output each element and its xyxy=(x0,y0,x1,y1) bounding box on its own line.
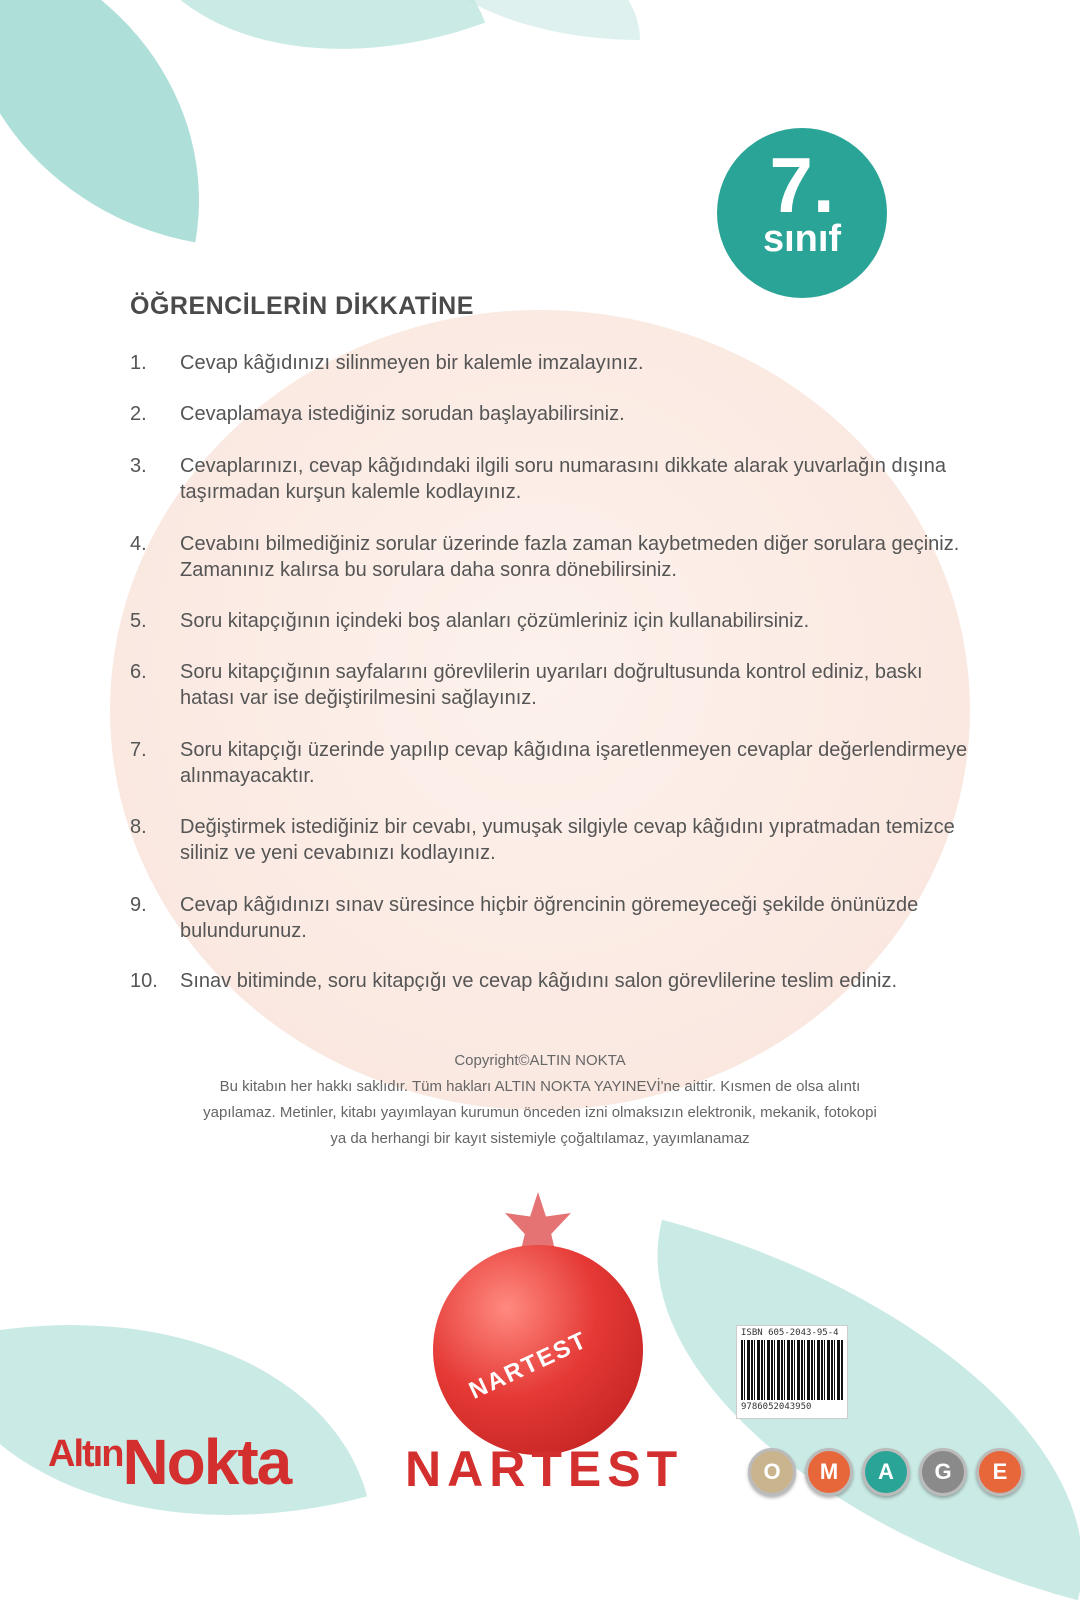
grade-badge xyxy=(717,128,887,298)
item-text: Cevaplamaya istediğiniz sorudan başlayabilirsiniz. xyxy=(180,403,625,425)
item-number: 4. xyxy=(130,533,147,555)
isbn-label: ISBN 605-2043-95-4 xyxy=(741,1328,839,1338)
altin-nokta-logo xyxy=(48,1425,290,1499)
nartest-logo: NARTEST xyxy=(405,1441,684,1497)
barcode-number: 9786052043950 xyxy=(741,1402,812,1412)
item-number: 10. xyxy=(130,970,158,992)
decor-leaf xyxy=(135,0,485,125)
isbn-barcode xyxy=(736,1325,848,1419)
grade-label: sınıf xyxy=(762,218,842,260)
logo-altin: Altın xyxy=(48,1433,123,1475)
item-number: 8. xyxy=(130,816,147,838)
list-item xyxy=(130,608,970,634)
item-text: Değiştirmek istediğiniz bir cevabı, yumuşak silgiyle cevap kâğıdını yıpratmadan temizce siliniz ve yeni cevabınızı kodlayınız. xyxy=(180,816,955,864)
pomegranate-logo-text: NARTEST xyxy=(465,1326,592,1405)
omage-letter: A xyxy=(862,1448,910,1496)
omage-letter: M xyxy=(805,1448,853,1496)
copyright-title: Copyright©ALTIN NOKTA xyxy=(454,1052,626,1069)
item-text: Cevap kâğıdınızı sınav süresince hiçbir öğrencinin göremeyeceği şekilde önünüzde bulundurunuz. xyxy=(180,894,919,942)
item-number: 6. xyxy=(130,661,147,683)
omage-letter: G xyxy=(919,1448,967,1496)
omage-letter: O xyxy=(748,1448,796,1496)
item-number: 5. xyxy=(130,610,147,632)
page-title: ÖĞRENCİLERİN DİKKATİNE xyxy=(130,292,474,320)
logo-nokta: Nokta xyxy=(122,1426,291,1498)
list-item xyxy=(130,453,970,505)
list-item xyxy=(130,350,970,376)
decor-leaf xyxy=(0,0,240,242)
omage-letter: E xyxy=(976,1448,1024,1496)
item-text: Soru kitapçığının içindeki boş alanları çözümleriniz için kullanabilirsiniz. xyxy=(180,610,810,632)
item-text: Cevaplarınızı, cevap kâğıdındaki ilgili soru numarasını dikkate alarak yuvarlağın dışına taşırmadan kurşun kalemle kodlayınız. xyxy=(180,455,946,503)
list-item xyxy=(130,659,970,711)
item-number: 9. xyxy=(130,894,147,916)
list-item xyxy=(130,531,970,583)
list-item xyxy=(130,968,970,994)
list-item xyxy=(130,737,970,789)
item-text: Cevabını bilmediğiniz sorular üzerinde fazla zaman kaybetmeden diğer sorulara geçiniz. Zamanınız kalırsa bu sorulara daha sonra dönebilirsiniz. xyxy=(180,533,960,581)
list-item xyxy=(130,814,970,866)
list-item xyxy=(130,892,970,944)
list-item xyxy=(130,401,970,427)
item-number: 2. xyxy=(130,403,147,425)
item-text: Soru kitapçığı üzerinde yapılıp cevap kâğıdına işaretlenmeyen cevaplar değerlendirmeye alınmayacaktır. xyxy=(180,739,968,787)
item-number: 7. xyxy=(130,739,147,761)
item-text: Sınav bitiminde, soru kitapçığı ve cevap kâğıdını salon görevlilerine teslim ediniz. xyxy=(180,970,898,992)
item-number: 1. xyxy=(130,352,147,374)
grade-number: 7. xyxy=(769,141,835,229)
item-text: Cevap kâğıdınızı silinmeyen bir kalemle imzalayınız. xyxy=(180,352,644,374)
barcode-bars xyxy=(741,1340,843,1400)
copyright-text: Bu kitabın her hakkı saklıdır. Tüm hakları ALTIN NOKTA YAYINEVİ'ne aittir. Kısmen de olsa alıntı yapılamaz. Metinler, kitabı yayımlayan kurumun önceden izni olmaksızın elektronik, mekanik, fotokopi ya da herhangi bir kayıt sistemiyle çoğaltılamaz, yayımlanamaz xyxy=(203,1078,877,1147)
copyright xyxy=(200,1048,880,1152)
item-number: 3. xyxy=(130,455,147,477)
item-text: Soru kitapçığının sayfalarını görevlilerin uyarıları doğrultusunda kontrol ediniz, baskı hatası var ise değiştirilmesini sağlayınız. xyxy=(180,661,923,709)
decor-leaf xyxy=(0,1245,367,1594)
